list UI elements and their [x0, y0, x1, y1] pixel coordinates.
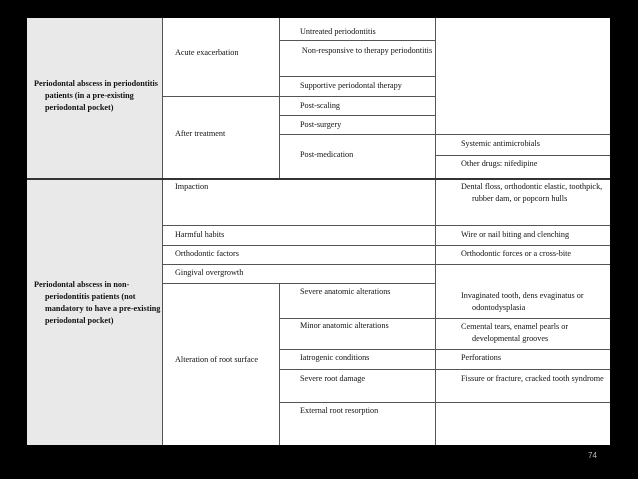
divider	[279, 40, 435, 41]
subtype-label: Minor anatomic alterations	[300, 321, 389, 330]
condition-label: Impaction	[175, 182, 209, 191]
divider	[279, 318, 610, 319]
subtype-label: Supportive periodontal therapy	[300, 81, 402, 90]
detail-label: Perforations	[461, 353, 502, 362]
condition-label: Alteration of root surface	[175, 355, 258, 364]
detail-label: Cemental tears, enamel pearls or developmental grooves	[461, 322, 569, 343]
divider	[279, 18, 280, 179]
divider	[162, 96, 435, 97]
detail-label: Fissure or fracture, cracked tooth syndrome	[461, 374, 604, 383]
detail-label: Systemic antimicrobials	[461, 139, 540, 148]
subtype-label: Post-surgery	[300, 120, 342, 129]
detail-label: Other drugs: nifedipine	[461, 159, 538, 168]
detail-label: Dental floss, orthodontic elastic, toothpick, rubber dam, or popcorn hulls	[461, 182, 603, 203]
divider	[279, 115, 435, 116]
page-number: 74	[588, 451, 597, 460]
divider	[279, 283, 280, 445]
divider	[279, 402, 610, 403]
subtype-label: External root resorption	[300, 406, 379, 415]
divider	[162, 264, 610, 265]
detail-label: Orthodontic forces or a cross-bite	[461, 249, 572, 258]
divider	[279, 134, 610, 135]
subtype-label: Severe root damage	[300, 374, 366, 383]
divider	[279, 369, 610, 370]
subtype-label: Post-scaling	[300, 101, 341, 110]
category-label: Periodontal abscess in periodontitis patients (in a pre-existing periodontal pocket)	[34, 79, 158, 112]
detail-label: Wire or nail biting and clenching	[461, 230, 570, 239]
condition-label: Acute exacerbation	[175, 48, 239, 57]
divider	[279, 349, 610, 350]
condition-label: Harmful habits	[175, 230, 225, 239]
divider	[279, 76, 435, 77]
subtype-label: Iatrogenic conditions	[300, 353, 370, 362]
subtype-label: Severe anatomic alterations	[300, 287, 391, 296]
slide	[27, 18, 610, 445]
category-label: Periodontal abscess in non-periodontitis patients (not mandatory to have a pre-existing periodontal pocket)	[34, 280, 161, 325]
detail-label: Invaginated tooth, dens evaginatus or odontodysplasia	[461, 291, 584, 312]
group-separator	[27, 178, 610, 180]
condition-label: Orthodontic factors	[175, 249, 239, 258]
divider	[435, 179, 436, 445]
divider	[162, 245, 610, 246]
divider	[435, 155, 610, 156]
condition-label: Gingival overgrowth	[175, 268, 244, 277]
subtype-label: Post-medication	[300, 150, 354, 159]
divider	[162, 283, 435, 284]
condition-label: After treatment	[175, 129, 226, 138]
subtype-label: Untreated periodontitis	[300, 27, 376, 36]
divider	[162, 225, 610, 226]
subtype-label: Non-responsive to therapy periodontitis	[301, 46, 433, 55]
